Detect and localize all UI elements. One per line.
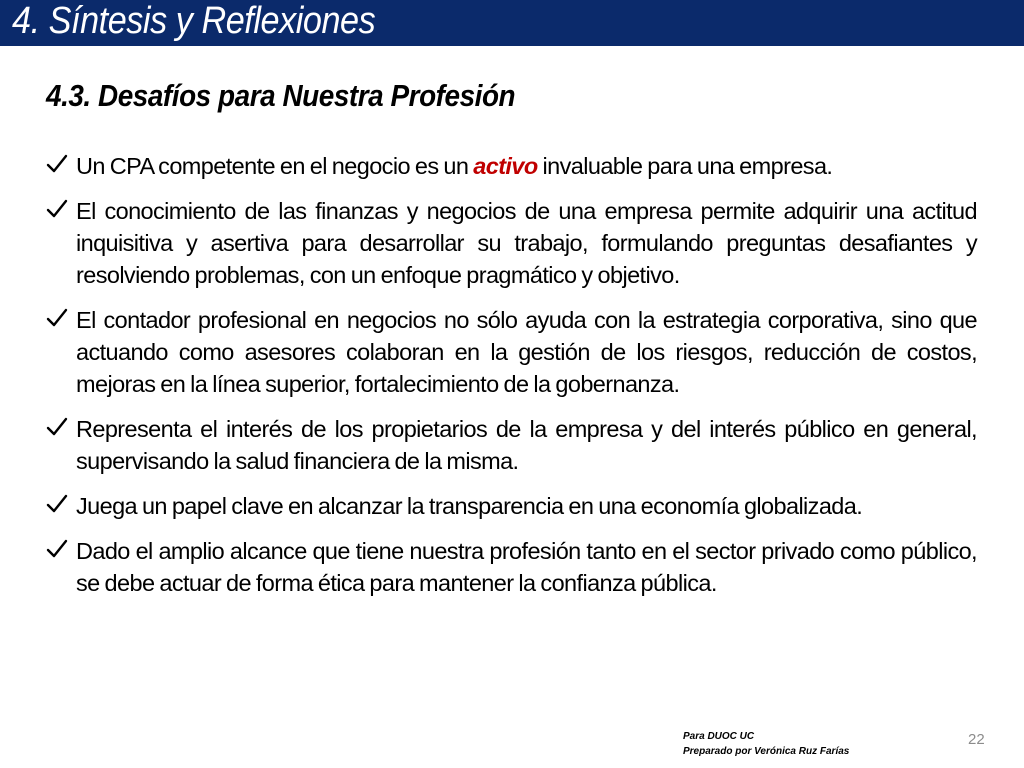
bullet-item (46, 535, 977, 599)
checkmark-icon (46, 493, 68, 515)
section-subtitle: 4.3. Desafíos para Nuestra Profesión (46, 78, 516, 113)
checkmark-icon (46, 153, 68, 175)
bullet-item (46, 195, 977, 291)
footer-line-2: Preparado por Verónica Ruz Farías (683, 746, 850, 757)
bullet-item (46, 413, 977, 477)
checkmark-icon (46, 198, 68, 220)
bullet-text: El conocimiento de las finanzas y negocios de una empresa permite adquirir una actitud inquisitiva y asertiva para desarrollar su trabajo, formulando preguntas desafiantes y resolviendo problemas, con un enfoque pragmático y objetivo. (76, 198, 977, 288)
bullet-text: Juega un papel clave en alcanzar la transparencia en una economía globalizada. (76, 493, 863, 519)
bullet-text: Dado el amplio alcance que tiene nuestra profesión tanto en el sector privado como público, se debe actuar de forma ética para mantener la confianza pública. (76, 538, 977, 596)
footer-line-1: Para DUOC UC (683, 731, 755, 742)
footer-credit (683, 729, 849, 759)
checkmark-icon (46, 538, 68, 560)
bullet-item (46, 150, 977, 182)
bullet-item (46, 304, 977, 400)
page-number: 22 (968, 731, 985, 748)
bullet-text: El contador profesional en negocios no sólo ayuda con la estrategia corporativa, sino que actuando como asesores colaboran en la gestión de los riesgos, reducción de costos, mejoras en la línea superior, fortalecimiento de la gobernanza. (76, 307, 977, 397)
bullet-text-before: Un CPA competente en el negocio es un (76, 153, 474, 179)
bullet-item (46, 490, 977, 522)
bullet-text-after: invaluable para una empresa. (537, 153, 833, 179)
highlight-word: activo (473, 153, 538, 179)
slide-title: 4. Síntesis y Reflexiones (12, 0, 376, 42)
title-bar (0, 0, 1024, 46)
bullet-text: Representa el interés de los propietarios de la empresa y del interés público en general, supervisando la salud financiera de la misma. (76, 416, 977, 474)
checkmark-icon (46, 416, 68, 438)
bullet-list (46, 150, 977, 612)
checkmark-icon (46, 307, 68, 329)
